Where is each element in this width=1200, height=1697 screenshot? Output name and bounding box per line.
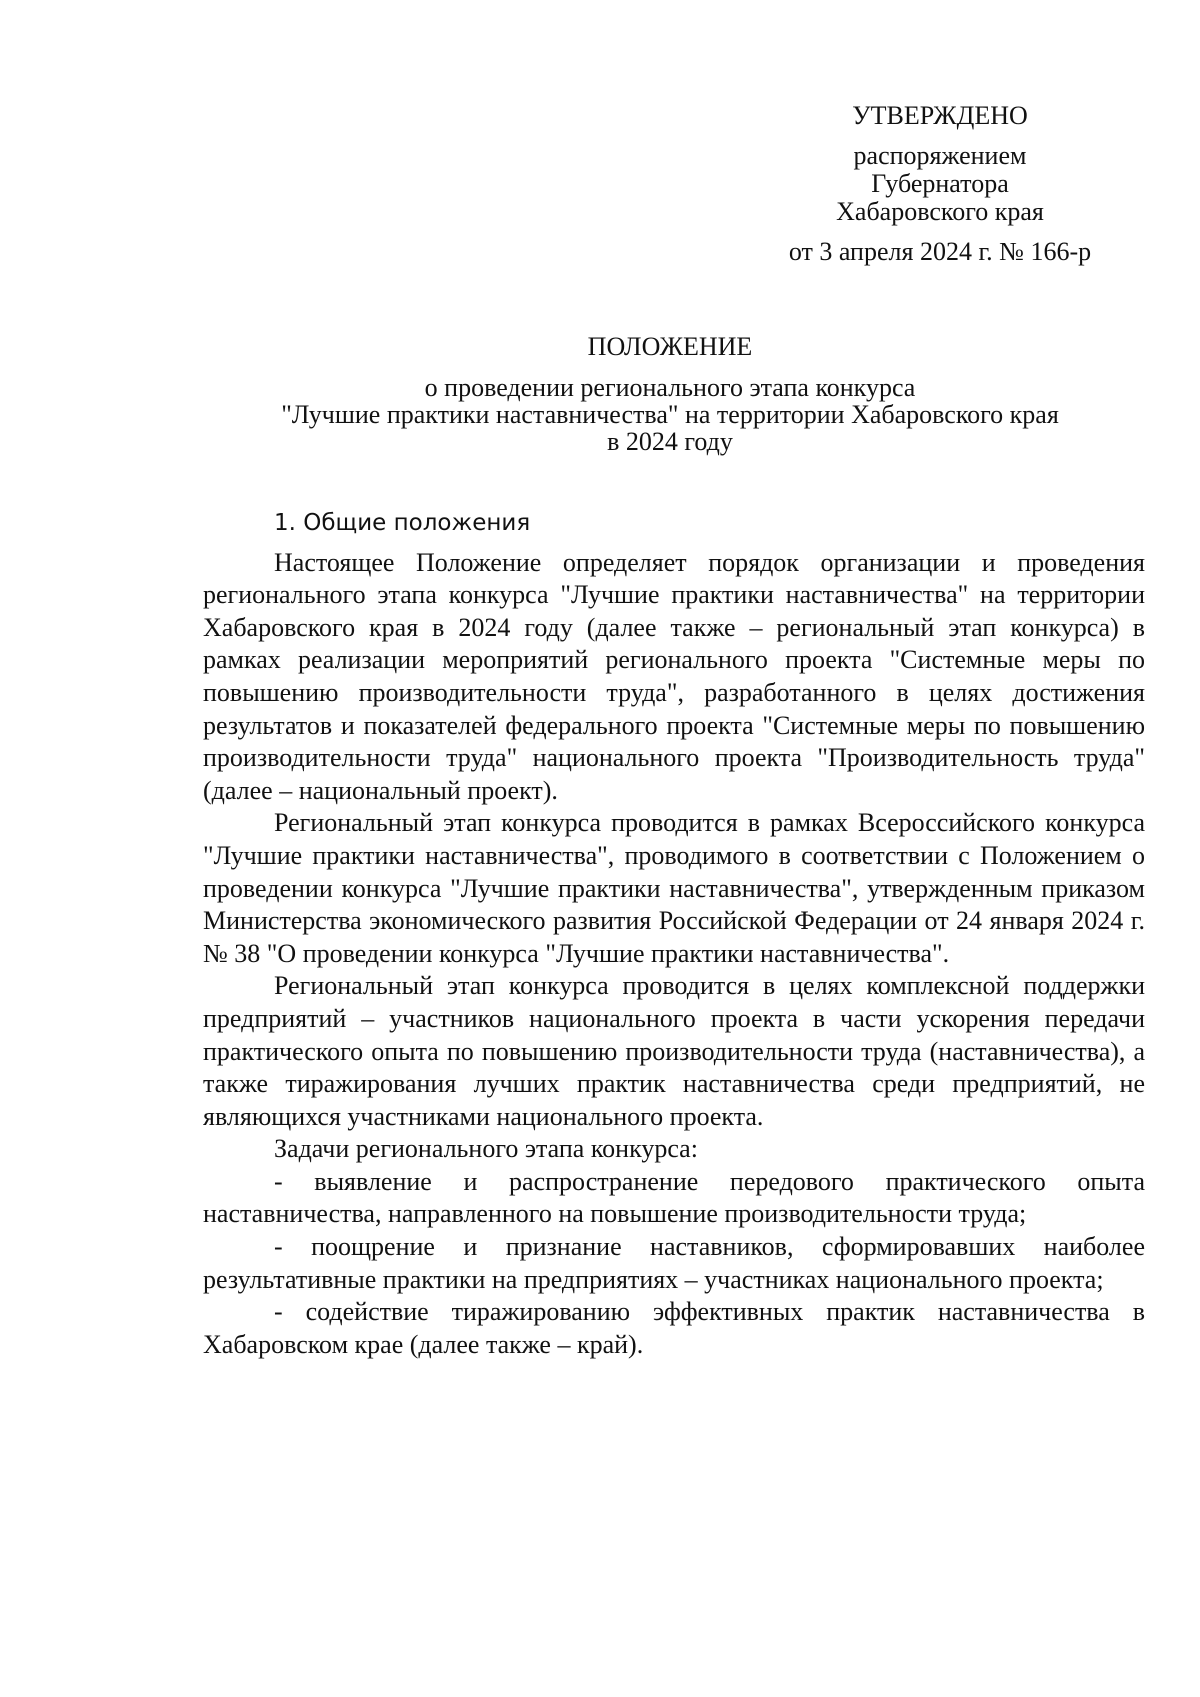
document-body	[203, 507, 1145, 1361]
body-paragraph: Задачи регионального этапа конкурса:	[274, 1134, 698, 1164]
list-item: - поощрение и признание наставников, сформировавших наиболее результативные практики на предприятиях – участниках национального проекта;	[203, 1232, 1145, 1294]
document-title-block	[200, 333, 1140, 455]
approval-block	[760, 102, 1120, 266]
body-paragraph: Региональный этап конкурса проводится в целях комплексной поддержки предприятий – участников национального проекта в части ускорения передачи практического опыта по повышению производительности труда (наставничества), а также тиражирования лучших практик наставничества среди предприятий, не являющихся участниками национального проекта.	[203, 971, 1145, 1131]
section-heading: 1. Общие положения	[274, 510, 531, 536]
list-item: - содействие тиражированию эффективных практик наставничества в Хабаровском крае (далее также – край).	[203, 1297, 1145, 1359]
approval-line: Губернатора	[871, 169, 1009, 198]
approval-line: распоряжением	[853, 141, 1027, 170]
document-subtitle-line: в 2024 году	[607, 427, 733, 456]
approval-line: Хабаровского края	[836, 197, 1044, 226]
approval-stamp-heading: УТВЕРЖДЕНО	[852, 101, 1028, 130]
document-title: ПОЛОЖЕНИЕ	[587, 332, 753, 361]
body-paragraph: Региональный этап конкурса проводится в рамках Всероссийского конкурса "Лучшие практики наставничества", проводимого в соответствии с Положением о проведении конкурса "Лучшие практики наставничества", утвержденным приказом Министерства экономического развития Российской Федерации от 24 января 2024 г. № 38 "О проведении конкурса "Лучшие практики наставничества".	[203, 808, 1145, 968]
list-item: - выявление и распространение передового практического опыта наставничества, направленного на повышение производительности труда;	[203, 1166, 1145, 1229]
body-paragraph: Настоящее Положение определяет порядок организации и проведения регионального этапа конкурса "Лучшие практики наставничества" на территории Хабаровского края в 2024 году (далее также – региональный этап конкурса) в рамках реализации мероприятий регионального проекта "Системные меры по повышению производительности труда", разработанного в целях достижения результатов и показателей федерального проекта "Системные меры по повышению производительности труда" национального проекта "Производительность труда" (далее – национальный проект).	[203, 547, 1145, 805]
approval-date-number: от 3 апреля 2024 г. № 166-р	[788, 237, 1092, 266]
document-subtitle-line: о проведении регионального этапа конкурса	[424, 373, 916, 402]
document-subtitle-line: "Лучшие практики наставничества" на территории Хабаровского края	[281, 400, 1059, 429]
